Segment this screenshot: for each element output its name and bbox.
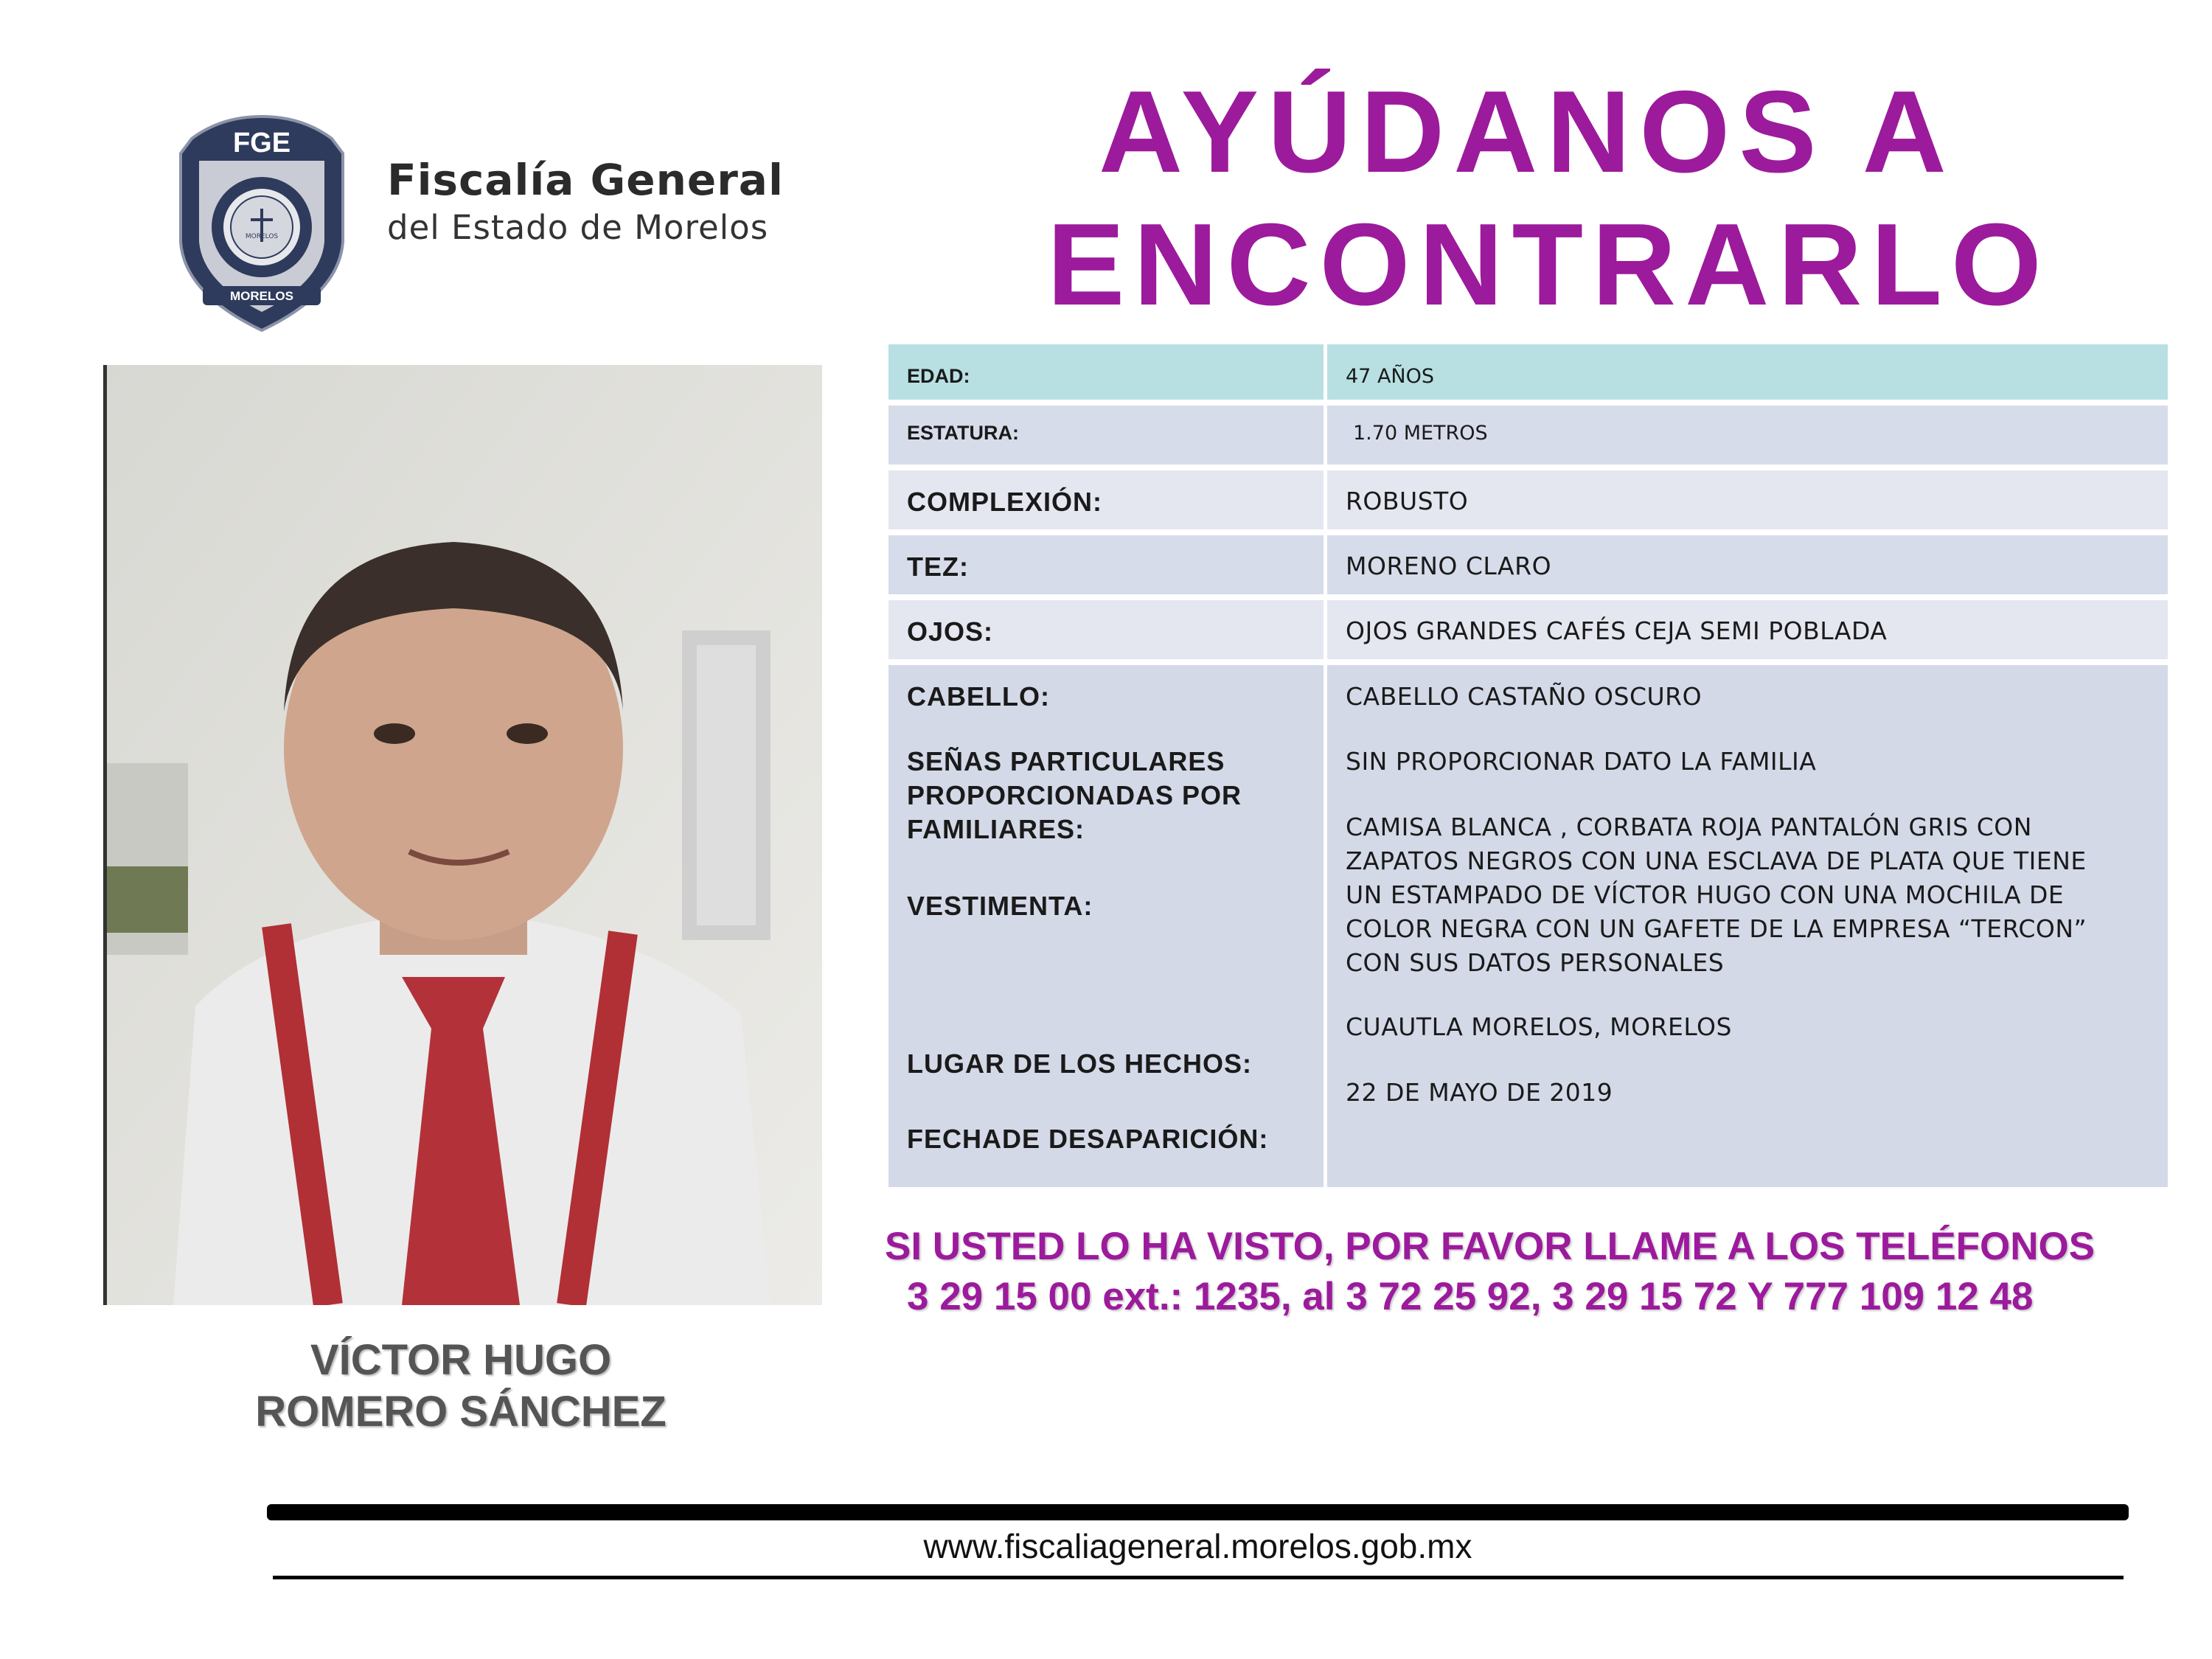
label-cabello: CABELLO:	[907, 681, 1050, 712]
value-vestimenta-3: UN ESTAMPADO DE VÍCTOR HUGO CON UNA MOCHILA DE	[1346, 880, 2065, 909]
label-estatura: ESTATURA:	[888, 406, 1324, 465]
block-values	[1327, 665, 2168, 1187]
row-tez	[888, 535, 2168, 594]
label-fecha: FECHADE DESAPARICIÓN:	[907, 1124, 1269, 1154]
row-ojos	[888, 600, 2168, 659]
label-tez: TEZ:	[888, 535, 1324, 594]
value-vestimenta-2: ZAPATOS NEGROS CON UNA ESCLAVA DE PLATA QUE TIENE	[1346, 846, 2087, 875]
label-senas-2: PROPORCIONADAS POR	[907, 780, 1242, 810]
badge-center-text: MORELOS	[245, 233, 279, 240]
label-lugar: LUGAR DE LOS HECHOS:	[907, 1048, 1253, 1079]
value-senas: SIN PROPORCIONAR DATO LA FAMILIA	[1346, 747, 1817, 776]
headline-line-1: AYÚDANOS A	[1099, 67, 1955, 197]
value-fecha: 22 DE MAYO DE 2019	[1346, 1078, 1613, 1107]
missing-person-name	[103, 1335, 818, 1437]
label-complexion: COMPLEXIÓN:	[888, 470, 1324, 529]
value-edad: 47 AÑOS	[1327, 344, 2168, 400]
value-cabello: CABELLO CASTAÑO OSCURO	[1346, 682, 1703, 711]
last-names: ROMERO SÁNCHEZ	[255, 1387, 667, 1436]
value-tez: MORENO CLARO	[1327, 535, 2168, 594]
row-description-block	[888, 665, 2168, 1187]
value-vestimenta-1: CAMISA BLANCA , CORBATA ROJA PANTALÓN GRIS CON	[1346, 813, 2032, 841]
row-estatura	[888, 406, 2168, 465]
value-complexion: ROBUSTO	[1327, 470, 2168, 529]
value-vestimenta-4: COLOR NEGRA CON UN GAFETE DE LA EMPRESA “TERCON”	[1346, 914, 2087, 943]
badge-banner-text: MORELOS	[230, 289, 293, 303]
label-senas-3: FAMILIARES:	[907, 814, 1085, 844]
first-names: VÍCTOR HUGO	[310, 1336, 612, 1384]
fge-badge-logo	[177, 109, 347, 334]
missing-person-photo	[103, 365, 822, 1305]
headline-line-2: ENCONTRARLO	[1047, 200, 2051, 330]
block-labels	[888, 665, 1324, 1187]
contact-phones: 3 29 15 00 ext.: 1235, al 3 72 25 92, 3 29 15 72 Y 777 109 12 48	[907, 1275, 2034, 1318]
label-ojos: OJOS:	[888, 600, 1324, 659]
footer-divider-thin	[273, 1576, 2124, 1579]
contact-prompt: SI USTED LO HA VISTO, POR FAVOR LLAME A LOS TELÉFONOS	[885, 1225, 2096, 1268]
value-lugar: CUAUTLA MORELOS, MORELOS	[1346, 1012, 1732, 1041]
label-senas-1: SEÑAS PARTICULARES	[907, 746, 1225, 776]
label-edad: EDAD:	[888, 344, 1324, 400]
org-name: Fiscalía General	[387, 155, 784, 205]
org-subtitle: del Estado de Morelos	[387, 208, 769, 247]
value-vestimenta-5: CON SUS DATOS PERSONALES	[1346, 948, 1725, 977]
badge-top-text: FGE	[232, 128, 291, 159]
value-estatura: 1.70 METROS	[1327, 406, 2168, 465]
footer-divider-thick	[267, 1504, 2129, 1520]
website-link[interactable]: www.fiscaliageneral.morelos.gob.mx	[923, 1527, 1472, 1565]
label-vestimenta: VESTIMENTA:	[907, 891, 1093, 921]
row-complexion	[888, 470, 2168, 529]
value-ojos: OJOS GRANDES CAFÉS CEJA SEMI POBLADA	[1327, 600, 2168, 659]
details-table	[888, 344, 2168, 1187]
row-edad	[888, 344, 2168, 400]
